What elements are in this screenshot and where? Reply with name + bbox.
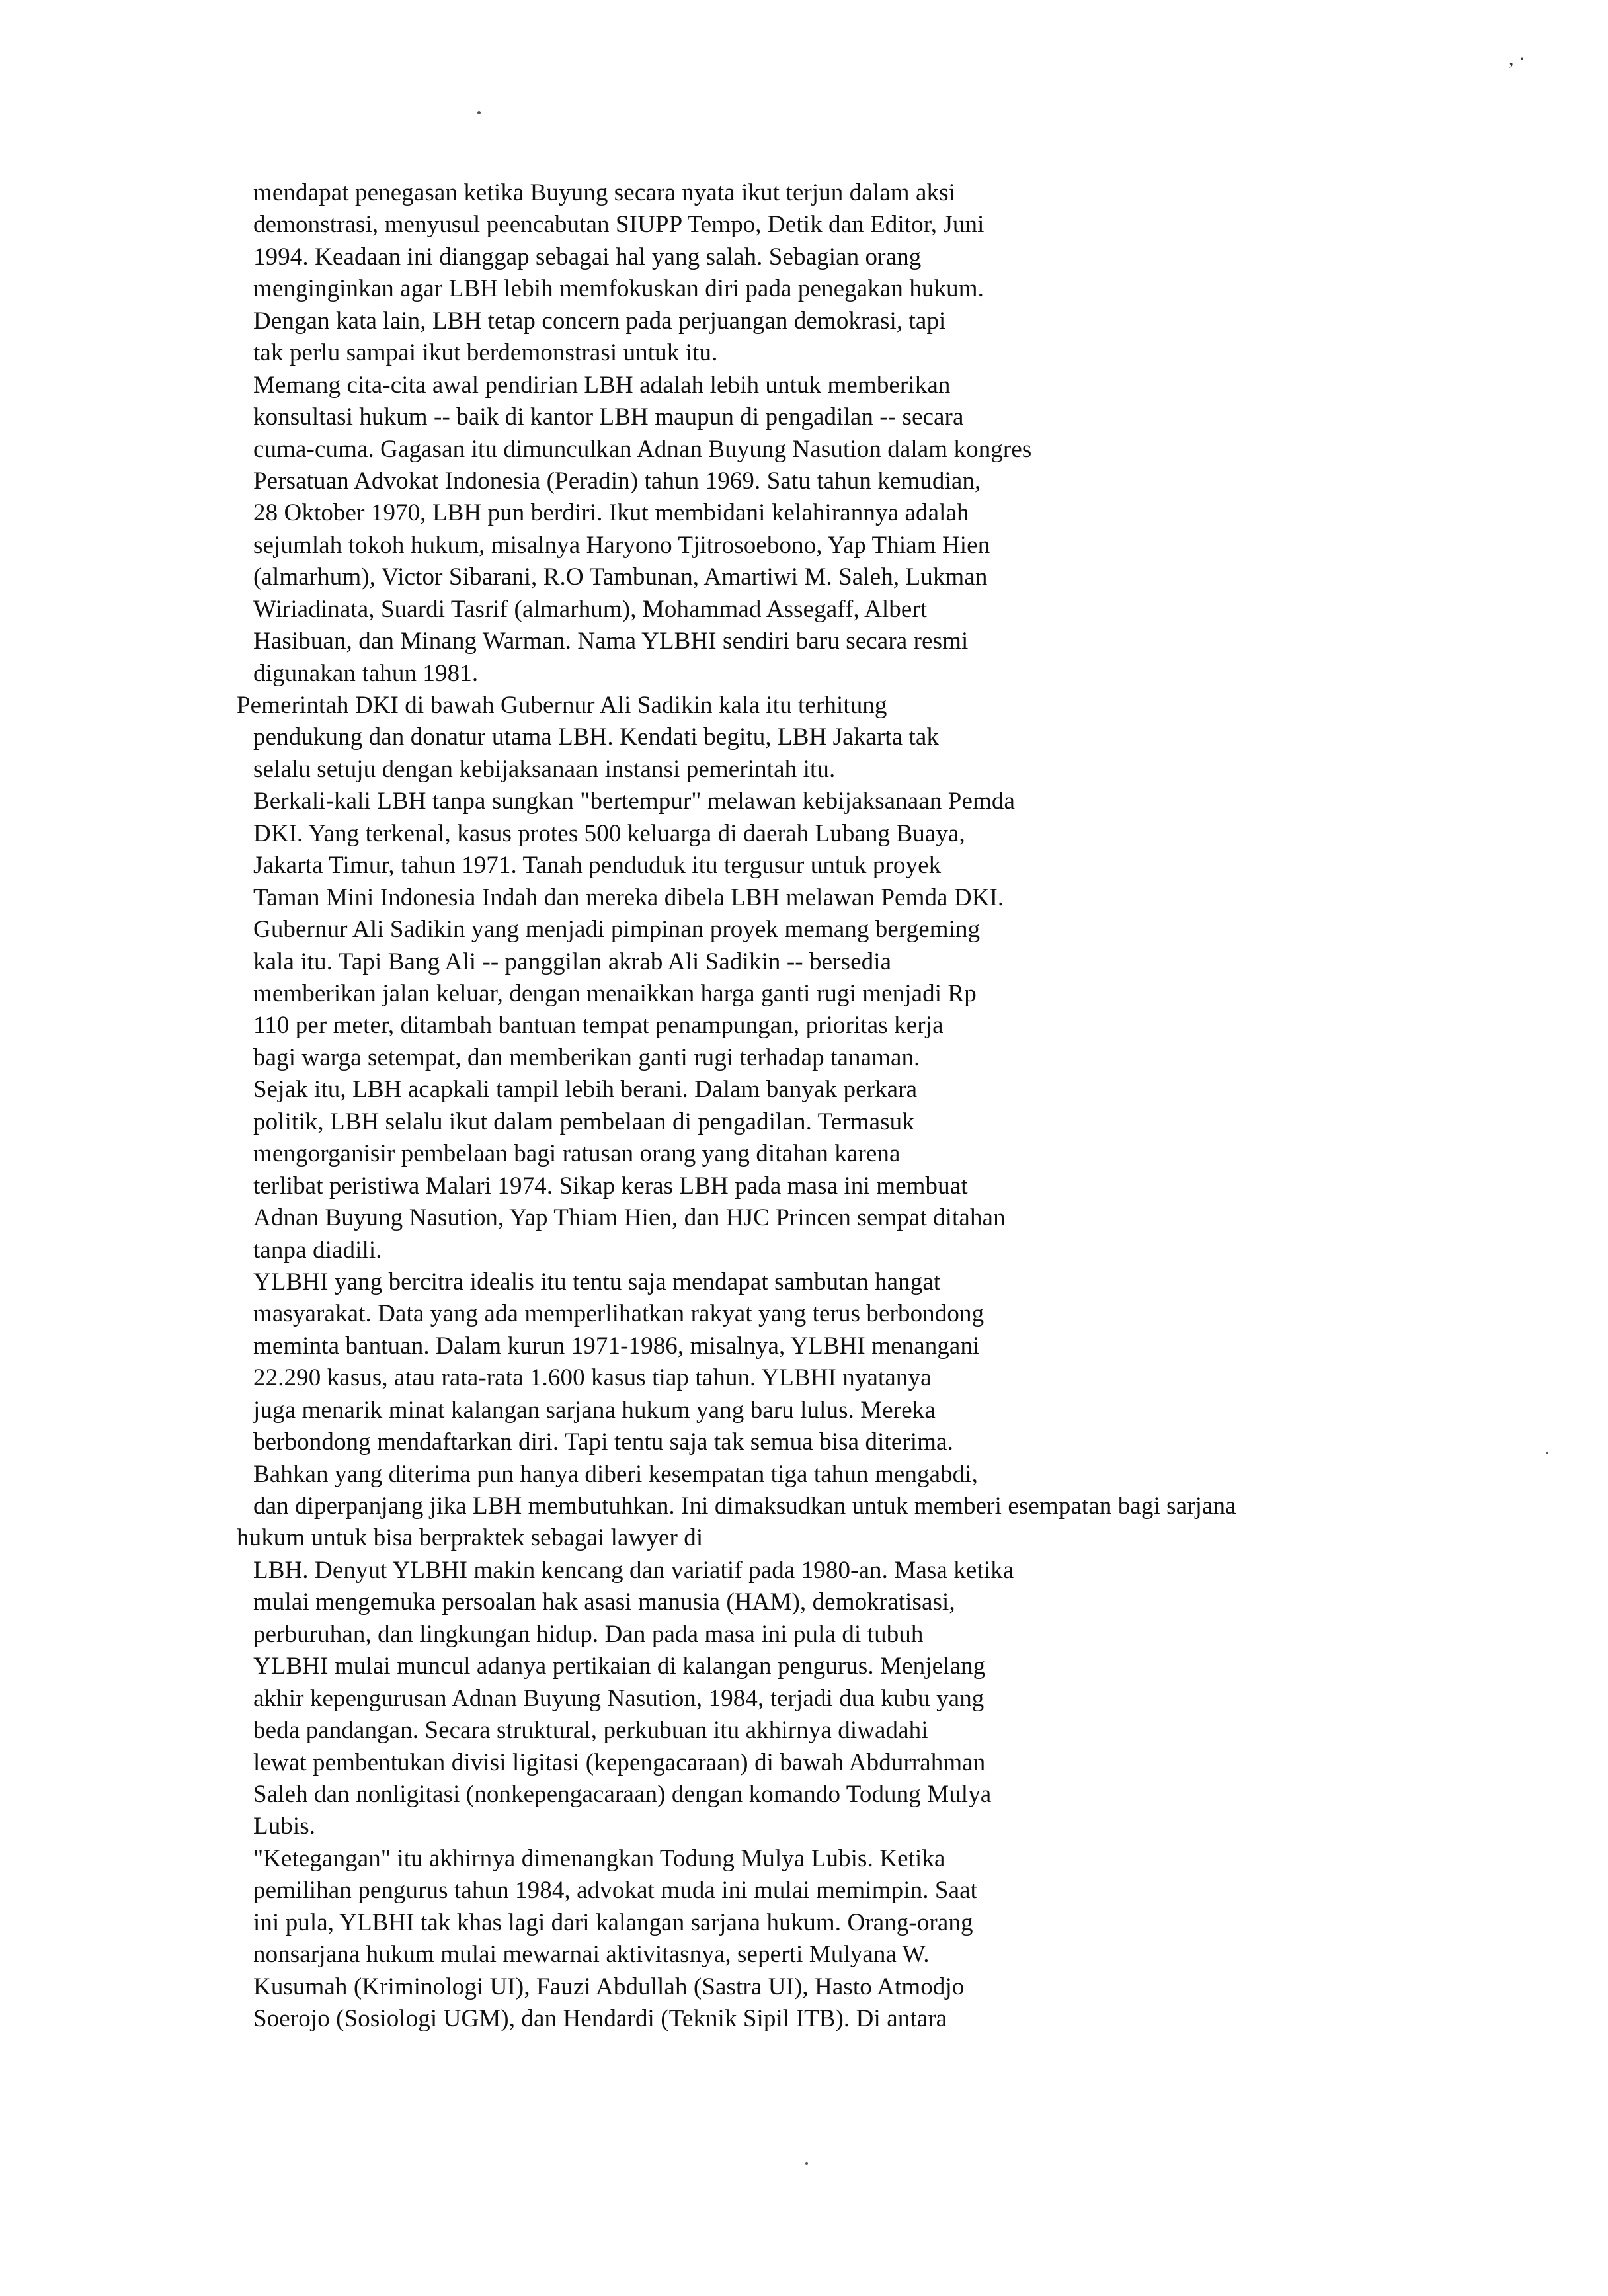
text-line: selalu setuju dengan kebijaksanaan instansi pemerintah itu. xyxy=(253,756,836,783)
text-line: mengorganisir pembelaan bagi ratusan orang yang ditahan karena xyxy=(253,1140,901,1167)
text-line: memberikan jalan keluar, dengan menaikkan harga ganti rugi menjadi Rp xyxy=(253,980,977,1007)
text-line: bagi warga setempat, dan memberikan ganti rugi terhadap tanaman. xyxy=(253,1044,920,1071)
text-line: Kusumah (Kriminologi UI), Fauzi Abdullah (Sastra UI), Hasto Atmodjo xyxy=(253,1973,965,2000)
text-line: DKI. Yang terkenal, kasus protes 500 keluarga di daerah Lubang Buaya, xyxy=(253,820,965,847)
text-line: (almarhum), Victor Sibarani, R.O Tambunan, Amartiwi M. Saleh, Lukman xyxy=(253,563,988,591)
text-line: Wiriadinata, Suardi Tasrif (almarhum), Mohammad Assegaff, Albert xyxy=(253,596,928,623)
text-line: tak perlu sampai ikut berdemonstrasi untuk itu. xyxy=(253,339,718,366)
text-line: dan diperpanjang jika LBH membutuhkan. Ini dimaksudkan untuk memberi esempatan bagi sarjana xyxy=(253,1493,1236,1520)
text-line: politik, LBH selalu ikut dalam pembelaan di pengadilan. Termasuk xyxy=(253,1108,914,1135)
text-line: mendapat penegasan ketika Buyung secara nyata ikut terjun dalam aksi xyxy=(253,179,955,206)
scan-speck xyxy=(477,111,481,114)
text-line: Jakarta Timur, tahun 1971. Tanah penduduk itu tergusur untuk proyek xyxy=(253,852,942,879)
text-line: lewat pembentukan divisi ligitasi (kepengacaraan) di bawah Abdurrahman xyxy=(253,1749,986,1776)
text-line: Bahkan yang diterima pun hanya diberi kesempatan tiga tahun mengabdi, xyxy=(253,1461,979,1488)
text-line: nonsarjana hukum mulai mewarnai aktivitasnya, seperti Mulyana W. xyxy=(253,1941,930,1968)
text-line: konsultasi hukum -- baik di kantor LBH maupun di pengadilan -- secara xyxy=(253,403,964,430)
text-line: demonstrasi, menyusul peencabutan SIUPP Tempo, Detik dan Editor, Juni xyxy=(253,211,985,238)
text-line: berbondong mendaftarkan diri. Tapi tentu saja tak semua bisa diterima. xyxy=(253,1428,953,1456)
text-line: mulai mengemuka persoalan hak asasi manusia (HAM), demokratisasi, xyxy=(253,1588,955,1616)
scan-speck xyxy=(805,2162,808,2165)
text-line: perburuhan, dan lingkungan hidup. Dan pada masa ini pula di tubuh xyxy=(253,1621,924,1648)
text-line: Adnan Buyung Nasution, Yap Thiam Hien, dan HJC Princen sempat ditahan xyxy=(253,1204,1006,1231)
text-line: 1994. Keadaan ini dianggap sebagai hal yang salah. Sebagian orang xyxy=(253,243,922,270)
text-line: pemilihan pengurus tahun 1984, advokat muda ini mulai memimpin. Saat xyxy=(253,1877,978,1904)
text-line: "Ketegangan" itu akhirnya dimenangkan Todung Mulya Lubis. Ketika xyxy=(253,1845,945,1872)
text-line: Taman Mini Indonesia Indah dan mereka dibela LBH melawan Pemda DKI. xyxy=(253,884,1004,911)
text-line: sejumlah tokoh hukum, misalnya Haryono Tjitrosoebono, Yap Thiam Hien xyxy=(253,532,990,559)
scan-speck xyxy=(1546,1452,1548,1454)
text-line: Memang cita-cita awal pendirian LBH adalah lebih untuk memberikan xyxy=(253,372,951,399)
text-line: Soerojo (Sosiologi UGM), dan Hendardi (Teknik Sipil ITB). Di antara xyxy=(253,2005,947,2032)
text-line: 22.290 kasus, atau rata-rata 1.600 kasus tiap tahun. YLBHI nyatanya xyxy=(253,1364,932,1391)
text-line: Gubernur Ali Sadikin yang menjadi pimpinan proyek memang bergeming xyxy=(253,916,981,943)
text-line: 28 Oktober 1970, LBH pun berdiri. Ikut membidani kelahirannya adalah xyxy=(253,499,969,526)
text-line: Dengan kata lain, LBH tetap concern pada perjuangan demokrasi, tapi xyxy=(253,308,946,335)
text-line: pendukung dan donatur utama LBH. Kendati begitu, LBH Jakarta tak xyxy=(253,723,939,751)
text-line: YLBHI mulai muncul adanya pertikaian di kalangan pengurus. Menjelang xyxy=(253,1653,986,1680)
text-line: Pemerintah DKI di bawah Gubernur Ali Sadikin kala itu terhitung xyxy=(237,692,887,719)
text-line: masyarakat. Data yang ada memperlihatkan rakyat yang terus berbondong xyxy=(253,1300,985,1327)
text-line: tanpa diadili. xyxy=(253,1237,382,1264)
text-line: Hasibuan, dan Minang Warman. Nama YLBHI sendiri baru secara resmi xyxy=(253,628,969,655)
text-line: kala itu. Tapi Bang Ali -- panggilan akrab Ali Sadikin -- bersedia xyxy=(253,948,892,975)
top-right-mark: , · xyxy=(1509,48,1525,69)
text-line: Saleh dan nonligitasi (nonkepengacaraan) dengan komando Todung Mulya xyxy=(253,1781,992,1808)
text-line: Lubis. xyxy=(253,1813,316,1840)
text-line: digunakan tahun 1981. xyxy=(253,660,479,687)
text-line: terlibat peristiwa Malari 1974. Sikap keras LBH pada masa ini membuat xyxy=(253,1172,968,1200)
text-line: ini pula, YLBHI tak khas lagi dari kalangan sarjana hukum. Orang-orang xyxy=(253,1909,973,1936)
text-line: menginginkan agar LBH lebih memfokuskan diri pada penegakan hukum. xyxy=(253,275,985,302)
text-line: beda pandangan. Secara struktural, perkubuan itu akhirnya diwadahi xyxy=(253,1717,928,1744)
text-line: akhir kepengurusan Adnan Buyung Nasution, 1984, terjadi dua kubu yang xyxy=(253,1685,985,1712)
text-line: LBH. Denyut YLBHI makin kencang dan variatif pada 1980-an. Masa ketika xyxy=(253,1557,1014,1584)
text-line: YLBHI yang bercitra idealis itu tentu saja mendapat sambutan hangat xyxy=(253,1268,941,1295)
text-line: Persatuan Advokat Indonesia (Peradin) tahun 1969. Satu tahun kemudian, xyxy=(253,468,981,495)
text-line: hukum untuk bisa berpraktek sebagai lawyer di xyxy=(237,1524,704,1551)
text-line: juga menarik minat kalangan sarjana hukum yang baru lulus. Mereka xyxy=(253,1397,936,1424)
text-line: Berkali-kali LBH tanpa sungkan "bertempur" melawan kebijaksanaan Pemda xyxy=(253,788,1015,815)
text-line: 110 per meter, ditambah bantuan tempat penampungan, prioritas kerja xyxy=(253,1012,944,1039)
text-line: cuma-cuma. Gagasan itu dimunculkan Adnan Buyung Nasution dalam kongres xyxy=(253,436,1032,463)
text-line: Sejak itu, LBH acapkali tampil lebih berani. Dalam banyak perkara xyxy=(253,1076,918,1103)
text-line: meminta bantuan. Dalam kurun 1971-1986, misalnya, YLBHI menangani xyxy=(253,1332,980,1360)
